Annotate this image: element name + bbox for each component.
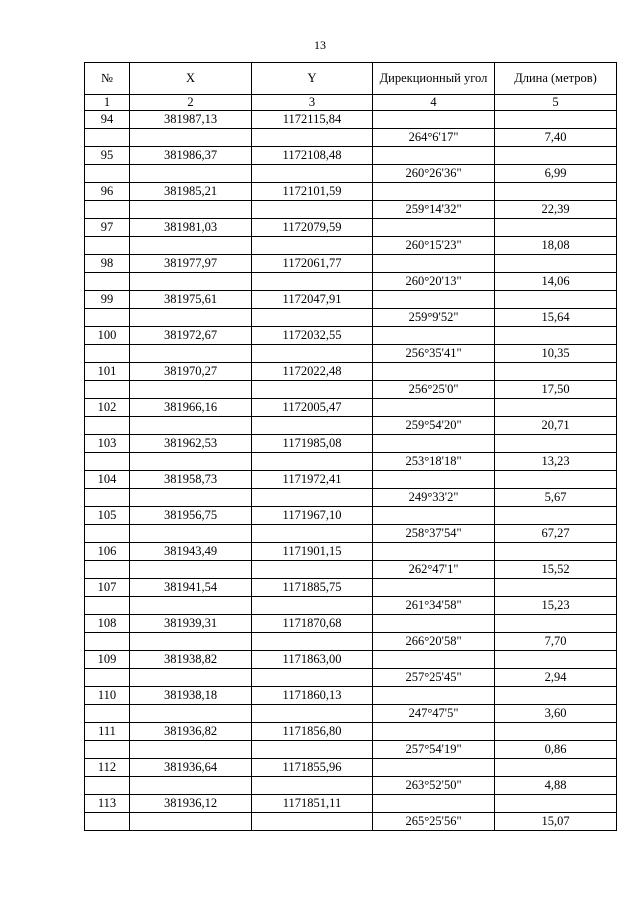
direction-angle-cell: 263°52'50" [373,777,495,795]
x-coordinate-cell [130,489,252,507]
y-coordinate-cell [252,237,373,255]
length-cell [495,111,617,129]
x-coordinate-cell [130,705,252,723]
y-coordinate-cell [252,417,373,435]
y-coordinate-cell [252,669,373,687]
length-cell [495,147,617,165]
length-cell [495,255,617,273]
x-coordinate-cell: 381987,13 [130,111,252,129]
direction-angle-cell [373,255,495,273]
table-row [85,561,617,579]
y-coordinate-cell: 1172108,48 [252,147,373,165]
y-coordinate-cell: 1171860,13 [252,687,373,705]
length-cell [495,327,617,345]
point-number-cell [85,417,130,435]
coordinates-table [84,62,617,831]
point-number-cell [85,741,130,759]
x-coordinate-cell: 381938,18 [130,687,252,705]
length-cell: 18,08 [495,237,617,255]
x-coordinate-cell: 381962,53 [130,435,252,453]
table-body [85,111,617,831]
y-coordinate-cell [252,741,373,759]
point-number-cell: 105 [85,507,130,525]
table-row [85,147,617,165]
table-row [85,345,617,363]
column-number: 2 [130,95,252,111]
x-coordinate-cell [130,345,252,363]
x-coordinate-cell: 381975,61 [130,291,252,309]
x-coordinate-cell [130,525,252,543]
y-coordinate-cell: 1171972,41 [252,471,373,489]
table-row [85,435,617,453]
length-cell [495,579,617,597]
point-number-cell: 96 [85,183,130,201]
length-cell [495,219,617,237]
table-row [85,381,617,399]
direction-angle-cell: 260°15'23" [373,237,495,255]
point-number-cell: 95 [85,147,130,165]
y-coordinate-cell: 1172061,77 [252,255,373,273]
point-number-cell [85,273,130,291]
x-coordinate-cell: 381941,54 [130,579,252,597]
length-cell [495,183,617,201]
x-coordinate-cell [130,165,252,183]
y-coordinate-cell: 1172005,47 [252,399,373,417]
table-row [85,291,617,309]
point-number-cell: 113 [85,795,130,813]
table-row [85,651,617,669]
y-coordinate-cell [252,777,373,795]
point-number-cell [85,633,130,651]
direction-angle-cell [373,111,495,129]
header-y: Y [252,63,373,95]
direction-angle-cell [373,291,495,309]
point-number-cell [85,345,130,363]
x-coordinate-cell [130,237,252,255]
direction-angle-cell [373,327,495,345]
table-row [85,669,617,687]
x-coordinate-cell: 381936,64 [130,759,252,777]
table-row [85,327,617,345]
x-coordinate-cell: 381970,27 [130,363,252,381]
x-coordinate-cell [130,201,252,219]
x-coordinate-cell [130,273,252,291]
length-cell: 15,52 [495,561,617,579]
direction-angle-cell [373,759,495,777]
direction-angle-cell: 259°14'32" [373,201,495,219]
length-cell [495,543,617,561]
point-number-cell [85,777,130,795]
length-cell: 22,39 [495,201,617,219]
x-coordinate-cell [130,417,252,435]
table-row [85,471,617,489]
point-number-cell [85,489,130,507]
table-row [85,237,617,255]
length-cell [495,723,617,741]
y-coordinate-cell [252,381,373,399]
point-number-cell [85,813,130,831]
x-coordinate-cell: 381943,49 [130,543,252,561]
length-cell: 15,64 [495,309,617,327]
direction-angle-cell [373,471,495,489]
x-coordinate-cell [130,669,252,687]
table-row [85,723,617,741]
y-coordinate-cell [252,201,373,219]
table-row [85,183,617,201]
direction-angle-cell [373,543,495,561]
direction-angle-cell: 256°35'41" [373,345,495,363]
point-number-cell: 109 [85,651,130,669]
point-number-cell: 97 [85,219,130,237]
column-number: 4 [373,95,495,111]
table-row [85,417,617,435]
header-number: № [85,63,130,95]
length-cell [495,471,617,489]
header-length: Длина (метров) [495,63,617,95]
table-row [85,219,617,237]
point-number-cell [85,597,130,615]
y-coordinate-cell [252,489,373,507]
point-number-cell: 94 [85,111,130,129]
x-coordinate-cell: 381939,31 [130,615,252,633]
point-number-cell [85,561,130,579]
x-coordinate-cell [130,633,252,651]
x-coordinate-cell: 381981,03 [130,219,252,237]
table-row [85,741,617,759]
point-number-cell [85,237,130,255]
x-coordinate-cell [130,453,252,471]
direction-angle-cell: 264°6'17" [373,129,495,147]
length-cell: 6,99 [495,165,617,183]
table-row [85,129,617,147]
y-coordinate-cell: 1172032,55 [252,327,373,345]
x-coordinate-cell: 381985,21 [130,183,252,201]
length-cell [495,507,617,525]
point-number-cell [85,129,130,147]
x-coordinate-cell [130,561,252,579]
direction-angle-cell [373,651,495,669]
direction-angle-cell: 262°47'1" [373,561,495,579]
table-row [85,759,617,777]
table-row [85,579,617,597]
length-cell: 7,70 [495,633,617,651]
y-coordinate-cell: 1172022,48 [252,363,373,381]
table-row [85,273,617,291]
length-cell: 3,60 [495,705,617,723]
length-cell [495,795,617,813]
x-coordinate-cell [130,813,252,831]
direction-angle-cell: 259°54'20" [373,417,495,435]
table-column-number-row [85,95,617,111]
x-coordinate-cell: 381972,67 [130,327,252,345]
y-coordinate-cell [252,705,373,723]
y-coordinate-cell [252,813,373,831]
direction-angle-cell: 259°9'52" [373,309,495,327]
direction-angle-cell [373,579,495,597]
y-coordinate-cell [252,309,373,327]
y-coordinate-cell: 1172047,91 [252,291,373,309]
length-cell: 5,67 [495,489,617,507]
length-cell: 7,40 [495,129,617,147]
table-row [85,687,617,705]
y-coordinate-cell [252,165,373,183]
x-coordinate-cell: 381956,75 [130,507,252,525]
length-cell: 20,71 [495,417,617,435]
point-number-cell: 104 [85,471,130,489]
length-cell [495,291,617,309]
y-coordinate-cell [252,453,373,471]
direction-angle-cell [373,687,495,705]
x-coordinate-cell: 381936,12 [130,795,252,813]
page-number: 13 [314,38,326,52]
table-row [85,633,617,651]
x-coordinate-cell: 381936,82 [130,723,252,741]
y-coordinate-cell: 1171901,15 [252,543,373,561]
direction-angle-cell [373,219,495,237]
direction-angle-cell: 260°20'13" [373,273,495,291]
table-row [85,525,617,543]
table-row [85,399,617,417]
x-coordinate-cell [130,309,252,327]
direction-angle-cell: 247°47'5" [373,705,495,723]
point-number-cell [85,669,130,687]
point-number-cell: 108 [85,615,130,633]
y-coordinate-cell [252,561,373,579]
direction-angle-cell: 249°33'2" [373,489,495,507]
length-cell: 15,07 [495,813,617,831]
y-coordinate-cell: 1171967,10 [252,507,373,525]
table-row [85,309,617,327]
length-cell: 17,50 [495,381,617,399]
table-row [85,777,617,795]
point-number-cell [85,525,130,543]
table-row [85,255,617,273]
direction-angle-cell [373,507,495,525]
length-cell: 14,06 [495,273,617,291]
direction-angle-cell [373,795,495,813]
table-row [85,813,617,831]
length-cell [495,615,617,633]
y-coordinate-cell [252,597,373,615]
direction-angle-cell [373,435,495,453]
header-x: X [130,63,252,95]
table-row [85,165,617,183]
x-coordinate-cell [130,741,252,759]
table-row [85,489,617,507]
length-cell: 13,23 [495,453,617,471]
y-coordinate-cell: 1172101,59 [252,183,373,201]
point-number-cell [85,453,130,471]
direction-angle-cell: 256°25'0" [373,381,495,399]
x-coordinate-cell: 381966,16 [130,399,252,417]
length-cell: 10,35 [495,345,617,363]
point-number-cell: 99 [85,291,130,309]
direction-angle-cell [373,363,495,381]
table-row [85,543,617,561]
y-coordinate-cell: 1171863,00 [252,651,373,669]
point-number-cell: 100 [85,327,130,345]
point-number-cell: 101 [85,363,130,381]
x-coordinate-cell [130,597,252,615]
y-coordinate-cell [252,633,373,651]
x-coordinate-cell [130,777,252,795]
y-coordinate-cell: 1171856,80 [252,723,373,741]
y-coordinate-cell [252,345,373,363]
length-cell [495,651,617,669]
point-number-cell [85,201,130,219]
direction-angle-cell: 265°25'56" [373,813,495,831]
length-cell: 2,94 [495,669,617,687]
point-number-cell [85,165,130,183]
length-cell [495,435,617,453]
direction-angle-cell [373,399,495,417]
table-row [85,615,617,633]
point-number-cell: 107 [85,579,130,597]
direction-angle-cell: 266°20'58" [373,633,495,651]
column-number: 3 [252,95,373,111]
y-coordinate-cell: 1172079,59 [252,219,373,237]
length-cell: 67,27 [495,525,617,543]
length-cell [495,759,617,777]
table-header-row [85,63,617,95]
y-coordinate-cell [252,525,373,543]
direction-angle-cell: 258°37'54" [373,525,495,543]
direction-angle-cell: 253°18'18" [373,453,495,471]
y-coordinate-cell: 1171851,11 [252,795,373,813]
point-number-cell: 106 [85,543,130,561]
point-number-cell [85,381,130,399]
column-number: 5 [495,95,617,111]
direction-angle-cell: 261°34'58" [373,597,495,615]
x-coordinate-cell: 381986,37 [130,147,252,165]
direction-angle-cell [373,723,495,741]
y-coordinate-cell: 1171855,96 [252,759,373,777]
direction-angle-cell: 260°26'36" [373,165,495,183]
point-number-cell: 98 [85,255,130,273]
y-coordinate-cell: 1172115,84 [252,111,373,129]
y-coordinate-cell [252,273,373,291]
length-cell: 15,23 [495,597,617,615]
point-number-cell: 110 [85,687,130,705]
table-row [85,795,617,813]
direction-angle-cell [373,147,495,165]
table-row [85,507,617,525]
point-number-cell: 112 [85,759,130,777]
y-coordinate-cell: 1171985,08 [252,435,373,453]
header-direction-angle: Дирекционный угол [373,63,495,95]
table-row [85,705,617,723]
point-number-cell: 111 [85,723,130,741]
table-row [85,363,617,381]
length-cell [495,399,617,417]
direction-angle-cell: 257°25'45" [373,669,495,687]
direction-angle-cell [373,615,495,633]
y-coordinate-cell [252,129,373,147]
table-row [85,597,617,615]
length-cell: 0,86 [495,741,617,759]
direction-angle-cell [373,183,495,201]
table-row [85,201,617,219]
y-coordinate-cell: 1171885,75 [252,579,373,597]
point-number-cell: 103 [85,435,130,453]
y-coordinate-cell: 1171870,68 [252,615,373,633]
direction-angle-cell: 257°54'19" [373,741,495,759]
x-coordinate-cell: 381938,82 [130,651,252,669]
table-row [85,111,617,129]
x-coordinate-cell [130,129,252,147]
x-coordinate-cell: 381958,73 [130,471,252,489]
point-number-cell [85,705,130,723]
x-coordinate-cell [130,381,252,399]
x-coordinate-cell: 381977,97 [130,255,252,273]
table-row [85,453,617,471]
length-cell [495,687,617,705]
point-number-cell: 102 [85,399,130,417]
point-number-cell [85,309,130,327]
length-cell [495,363,617,381]
length-cell: 4,88 [495,777,617,795]
column-number: 1 [85,95,130,111]
